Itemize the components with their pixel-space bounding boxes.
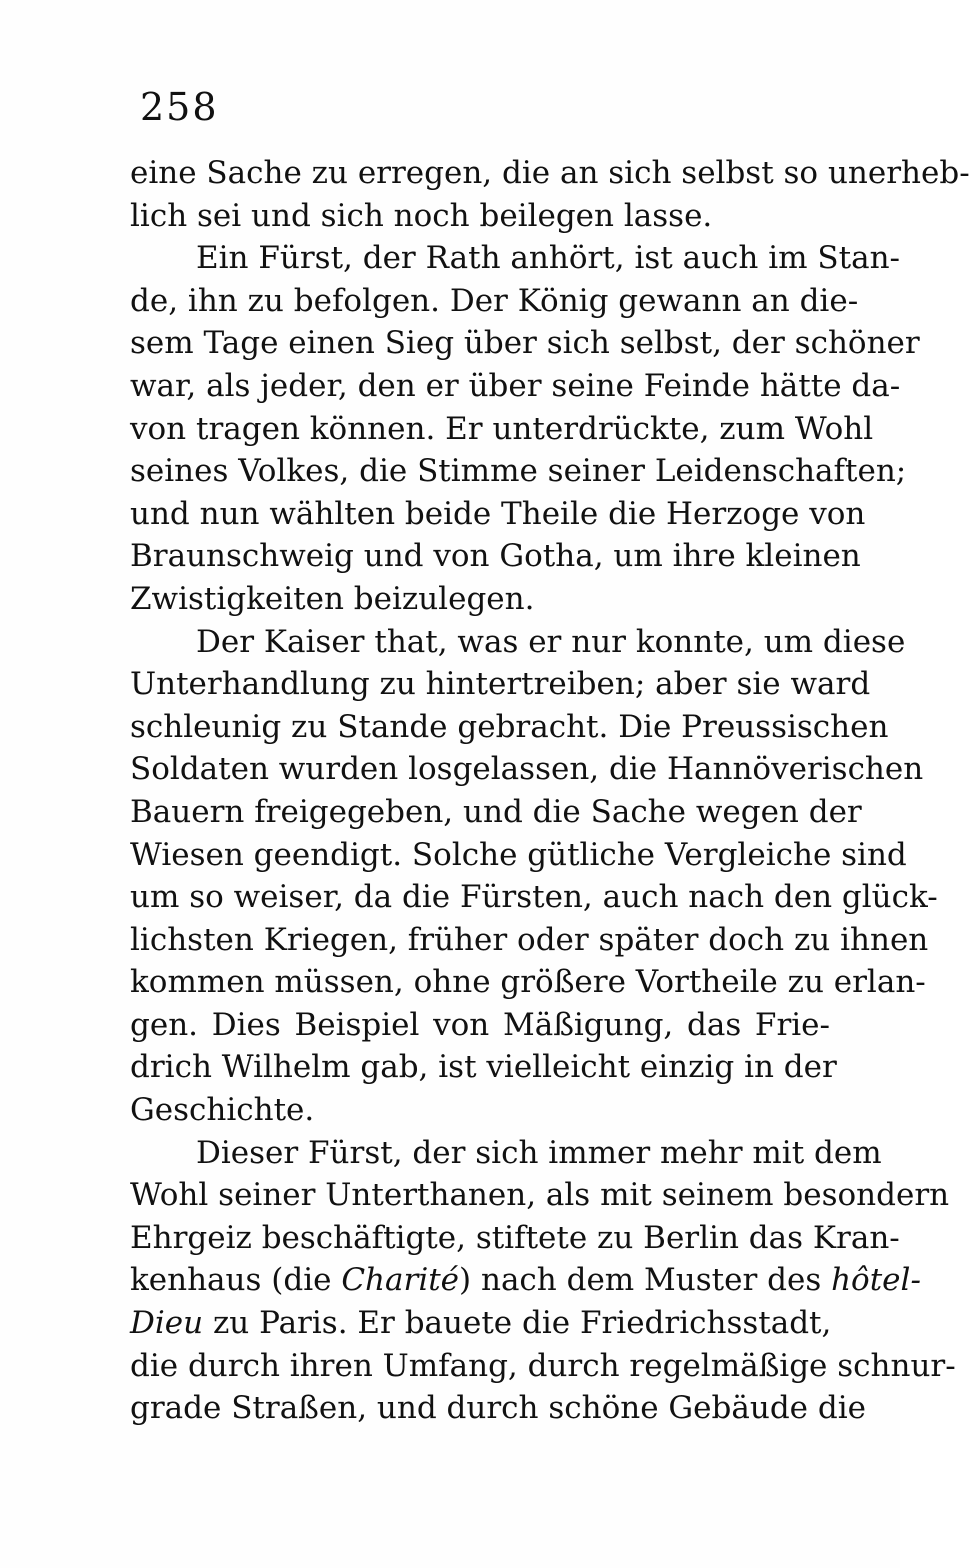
text-line: die durch ihren Umfang, durch regelmäßige schnur- [130, 1347, 956, 1384]
page-number: 258 [140, 85, 219, 129]
text-span: kenhaus (die [130, 1262, 342, 1299]
text-line: Der Kaiser that, was er nur konnte, um diese [196, 623, 906, 660]
text-line: um so weiser, da die Fürsten, auch nach den glück- [130, 879, 938, 916]
text-line: Wiesen geendigt. Solche gütliche Vergleiche sind [130, 836, 907, 873]
text-line: gen. Dies Beispiel von Mäßigung, das Frie- [130, 1006, 830, 1043]
text-line: Unterhandlung zu hintertreiben; aber sie ward [130, 666, 871, 703]
text-span: ) nach dem Muster des [459, 1262, 832, 1299]
text-span: zu Paris. Er bauete die Friedrichsstadt, [203, 1305, 832, 1342]
text-line: Zwistigkeiten beizulegen. [130, 580, 535, 617]
text-line: kommen müssen, ohne größere Vortheile zu erlan- [130, 964, 926, 1001]
text-line: Wohl seiner Unterthanen, als mit seinem besondern [130, 1177, 950, 1214]
text-line: Ehrgeiz beschäftigte, stiftete zu Berlin das Kran- [130, 1219, 900, 1256]
text-line: war, als jeder, den er über seine Feinde hätte da- [130, 367, 901, 404]
italic-text: Charité [341, 1262, 460, 1299]
text-line: lichsten Kriegen, früher oder später doch zu ihnen [130, 921, 929, 958]
text-line: Bauern freigegeben, und die Sache wegen der [130, 793, 862, 830]
text-line: grade Straßen, und durch schöne Gebäude die [130, 1390, 866, 1427]
text-line: und nun wählten beide Theile die Herzoge von [130, 495, 866, 532]
text-line: schleunig zu Stande gebracht. Die Preussischen [130, 708, 889, 745]
text-line: Geschichte. [130, 1092, 315, 1129]
text-line: Soldaten wurden losgelassen, die Hannöverischen [130, 751, 924, 788]
text-line: seines Volkes, die Stimme seiner Leidenschaften; [130, 453, 907, 490]
text-line [130, 1302, 830, 1345]
italic-text: Dieu [130, 1305, 204, 1342]
italic-text: hôtel- [831, 1262, 921, 1299]
text-line [130, 1259, 921, 1302]
text-line: Ein Fürst, der Rath anhört, ist auch im Stan- [196, 240, 901, 277]
text-line: eine Sache zu erregen, die an sich selbst so unerheb- [130, 155, 970, 191]
text-line: drich Wilhelm gab, ist vielleicht einzig in der [130, 1049, 837, 1086]
text-line: Braunschweig und von Gotha, um ihre kleinen [130, 538, 861, 575]
text-line: de, ihn zu befolgen. Der König gewann an die- [130, 282, 859, 319]
text-line: von tragen können. Er unterdrückte, zum Wohl [130, 410, 874, 447]
text-line: Dieser Fürst, der sich immer mehr mit dem [196, 1134, 882, 1171]
text-line: sem Tage einen Sieg über sich selbst, der schöner [130, 325, 920, 362]
body-text [130, 152, 970, 1430]
text-line: lich sei und sich noch beilegen lasse. [130, 197, 713, 234]
